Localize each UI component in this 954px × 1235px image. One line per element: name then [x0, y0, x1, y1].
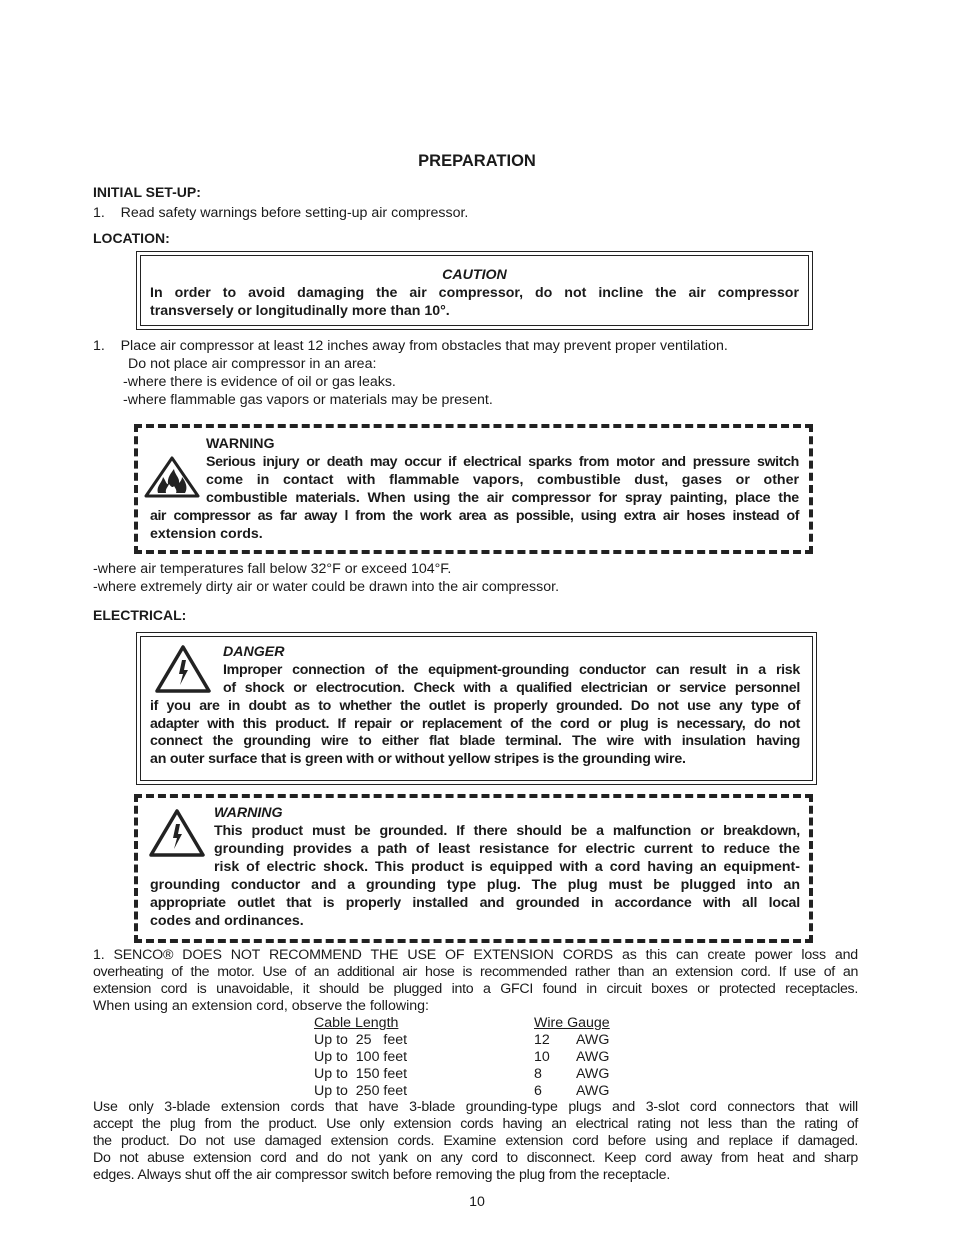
usage-para-line-3: the product. Do not use damaged extension cords. Examine extension cord before using and replace if damaged. — [93, 1133, 858, 1149]
wire-gauge: 12 — [534, 1032, 550, 1048]
cable-length: Up to 25 feet — [314, 1032, 408, 1048]
danger-line-6: an outer surface that is green with or without yellow stripes is the grounding wire. — [150, 751, 686, 767]
location-warning-line-5: extension cords. — [150, 526, 263, 542]
table-header-row — [314, 1015, 610, 1032]
page-number: 10 — [469, 1194, 485, 1210]
location-warning-line-4: air compressor as far away l from the work area as possible, using extra air hoses instead of — [150, 508, 799, 524]
danger-line-4: adapter with this product. If repair or replacement of the cord or plug is necessary, do not — [150, 716, 800, 732]
extension-cord-table — [314, 1015, 610, 1100]
location-item-1: 1. Place air compressor at least 12 inches away from obstacles that may prevent proper ventilation. — [93, 338, 728, 354]
table-row — [314, 1049, 610, 1066]
electrical-warning-title: WARNING — [214, 805, 283, 821]
location-warning-line-1: Serious injury or death may occur if electrical sparks from motor and pressure switch — [206, 454, 799, 470]
col-wire-gauge-header: Wire Gauge — [534, 1015, 610, 1031]
danger-line-3: if you are in doubt as to whether the outlet is properly grounded. Do not use any type of — [150, 698, 800, 714]
danger-line-2: of shock or electrocution. Check with a qualified electrician or service personnel — [223, 680, 800, 696]
electrical-warning-line-3: risk of electric shock. This product is equipped with a cord having an equipment- — [214, 859, 800, 875]
danger-line-1: Improper connection of the equipment-grounding conductor can result in a risk — [223, 662, 800, 678]
initial-setup-item: 1. Read safety warnings before setting-up air compressor. — [93, 205, 469, 221]
table-row — [314, 1083, 610, 1100]
gauge-unit: AWG — [576, 1032, 610, 1048]
wire-gauge: 8 — [534, 1066, 542, 1082]
usage-para-line-4: Do not abuse extension cord and do not yank on any cord to disconnect. Keep cord away from heat and sharp — [93, 1150, 858, 1166]
electrical-warning-line-5: appropriate outlet that is properly installed and grounded in accordance with all local — [150, 895, 800, 911]
danger-line-5: connect the grounding wire to either flat blade terminal. The wire with insulation having — [150, 733, 800, 749]
caution-title: CAUTION — [442, 267, 507, 283]
caution-line-1: In order to avoid damaging the air compressor, do not incline the air compressor — [150, 285, 799, 301]
page-title: PREPARATION — [418, 152, 536, 170]
electric-shock-icon — [155, 645, 211, 693]
location-item-1b: Do not place air compressor in an area: — [128, 356, 377, 372]
location-warning-line-2: come in contact with flammable vapors, combustible dust, gases or other — [206, 472, 799, 488]
electric-shock-warning-icon — [149, 809, 205, 857]
electrical-warning-line-2: grounding provides a path of least resistance for electric current to reduce the — [214, 841, 800, 857]
location-after-1: -where air temperatures fall below 32°F or exceed 104°F. — [93, 561, 452, 577]
table-row — [314, 1066, 610, 1083]
extension-para-line-1: 1. SENCO® DOES NOT RECOMMEND THE USE OF EXTENSION CORDS as this can create power loss and — [93, 947, 858, 963]
extension-para-line-2: overheating of the motor. Use of an additional air hose is recommended rather than an extension cord. If use of an — [93, 964, 858, 980]
fire-hazard-icon — [144, 456, 200, 498]
location-after-2: -where extremely dirty air or water could be drawn into the air compressor. — [93, 579, 560, 595]
table-row — [314, 1032, 610, 1049]
usage-para-line-5: edges. Always shut off the air compressor switch before removing the plug from the receptacle. — [93, 1167, 671, 1183]
gauge-unit: AWG — [576, 1066, 610, 1082]
col-cable-length-header: Cable Length — [314, 1015, 399, 1031]
electrical-warning-line-6: codes and ordinances. — [150, 913, 304, 929]
extension-para-line-3: extension cord is unavoidable, it should be plugged into a GFCI found in circuit boxes or protected receptacles. — [93, 981, 858, 997]
wire-gauge: 6 — [534, 1083, 542, 1099]
usage-para-line-2: accept the plug from the product. Use only extension cords having an electrical rating not less than the rating of — [93, 1116, 858, 1132]
initial-setup-heading: INITIAL SET-UP: — [93, 184, 201, 200]
cable-length: Up to 100 feet — [314, 1049, 408, 1065]
wire-gauge: 10 — [534, 1049, 550, 1065]
location-heading: LOCATION: — [93, 230, 170, 246]
gauge-unit: AWG — [576, 1049, 610, 1065]
location-item-1c: -where there is evidence of oil or gas leaks. — [123, 374, 396, 390]
caution-box — [136, 251, 813, 330]
location-item-1d: -where flammable gas vapors or materials may be present. — [123, 392, 493, 408]
location-warning-line-3: combustible materials. When using the air compressor for spray painting, place the — [206, 490, 799, 506]
cable-length: Up to 250 feet — [314, 1083, 408, 1099]
electrical-heading: ELECTRICAL: — [93, 607, 187, 623]
cable-length: Up to 150 feet — [314, 1066, 408, 1082]
caution-line-2: transversely or longitudinally more than 10°. — [150, 303, 450, 319]
danger-title: DANGER — [223, 644, 285, 660]
electrical-warning-line-1: This product must be grounded. If there should be a malfunction or breakdown, — [214, 823, 800, 839]
location-warning-title: WARNING — [206, 436, 275, 452]
gauge-unit: AWG — [576, 1083, 610, 1099]
extension-para-line-4: When using an extension cord, observe the following: — [93, 998, 429, 1014]
usage-para-line-1: Use only 3-blade extension cords that have 3-blade grounding-type plugs and 3-slot cord connectors that will — [93, 1099, 858, 1115]
electrical-warning-line-4: grounding conductor and a grounding type plug. The plug must be plugged into an — [150, 877, 800, 893]
